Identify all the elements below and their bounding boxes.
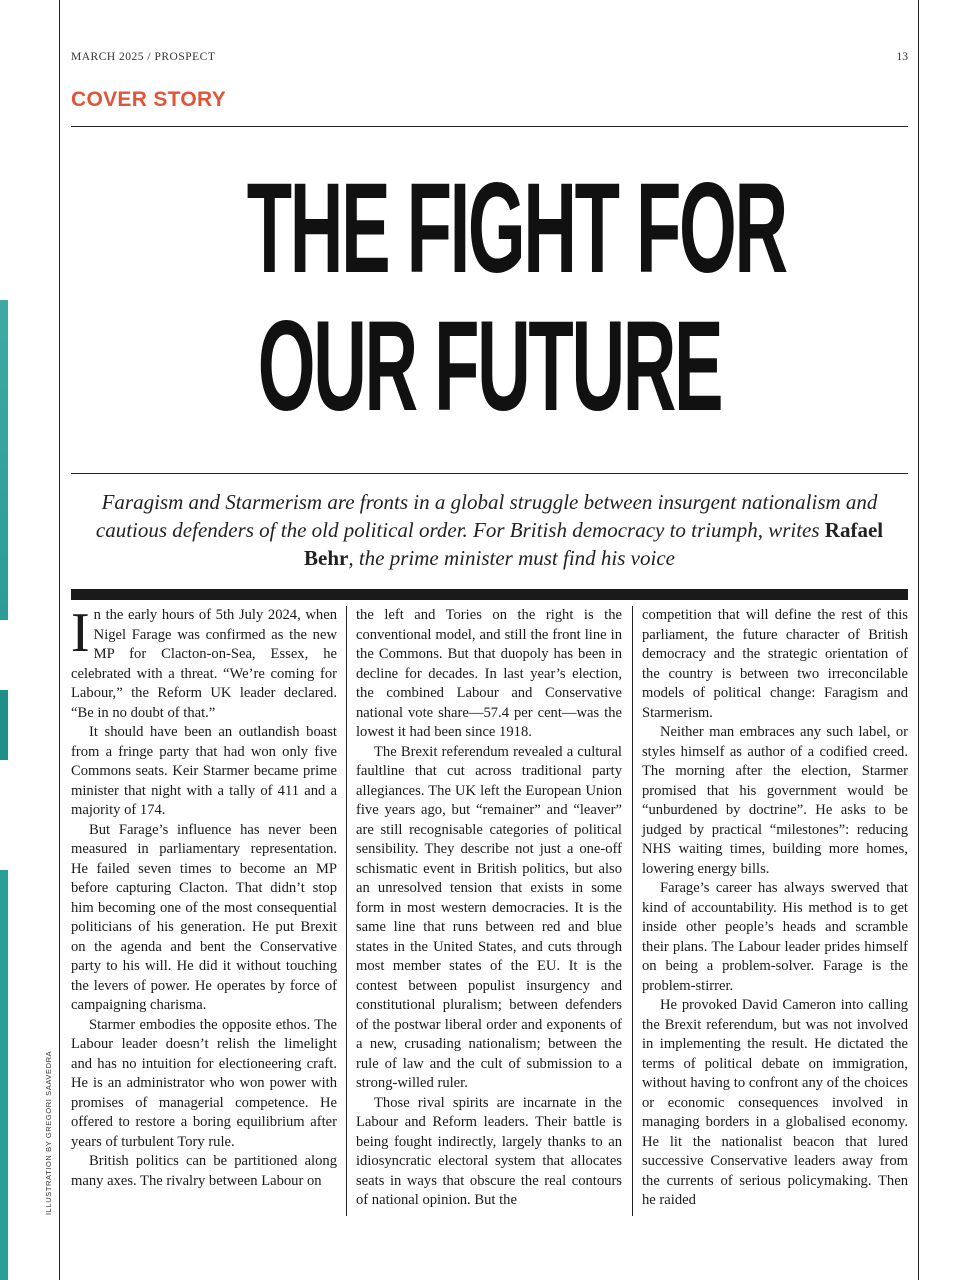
- body-paragraph: But Farage’s influence has never been measured in parliamentary representation. He failed seven times to become an MP before capturing Clacton. That didn’t stop him becoming one of the most consequential politicians of his generation. He put Brexit on the agenda and bent the Conservative party to his will. He did it without touching the levers of power. He operates by force of campaigning charisma.: [71, 821, 337, 1013]
- top-divider: [71, 126, 908, 127]
- page-number: 13: [896, 51, 908, 63]
- drop-cap: I: [71, 602, 90, 664]
- page-edge-left: [59, 0, 60, 1280]
- body-column-1: [71, 602, 337, 1191]
- body-paragraph: The Brexit referendum revealed a cultural faultline that cut across traditional party allegiances. The UK left the European Union five years ago, but “remainer” and “leaver” are still recognisable categories of political sensibility. They describe not just a one-off schismatic event in British politics, but also an unresolved tension that exists in some form in most western democracies. It is the same line that runs between red and blue states in the United States, and cuts through most member states of the EU. It is the contest between populist insurgency and constitutional pluralism; between defenders of the postwar liberal order and exponents of a new, crusading nationalism; between the rule of law and the cult of submission to a strong-willed ruler.: [356, 743, 622, 1091]
- standfirst: [71, 488, 908, 572]
- illustration-credit: ILLUSTRATION BY GREGORI SAAVEDRA: [44, 1050, 53, 1215]
- headline: [246, 157, 786, 438]
- body-paragraph: the left and Tories on the right is the conventional model, and still the front line in the Commons. But that duopoly has been in decline for decades. In last year’s election, the combined Labour and Conservative national vote share—57.4 per cent—was the lowest it had been since 1918.: [356, 607, 622, 740]
- page-edge-right: [918, 0, 919, 1280]
- illustration-edge-strip: [0, 0, 8, 1280]
- standfirst-text: Faragism and Starmerism are fronts in a global struggle between insurgent nationalism and cautious defenders of the old political order. For British democracy to triumph, writes: [95, 490, 878, 542]
- body-paragraph: He provoked David Cameron into calling the Brexit referendum, but was not involved in implementing the result. He dictated the terms of political debate on immigration, without having to confront any of the choices or economic consequences involved in managing borders in a globalised economy. He lit the nationalist beacon that lured successive Conservative leaders away from the currents of serious policymaking. Then he raided: [642, 997, 908, 1208]
- issue-dateline: MARCH 2025 / PROSPECT: [71, 51, 216, 63]
- body-paragraph: British politics can be partitioned along many axes. The rivalry between Labour on: [71, 1153, 337, 1189]
- author-name: Rafael Behr: [304, 518, 884, 570]
- standfirst-text-end: , the prime minister must find his voice: [348, 546, 675, 570]
- body-paragraph: competition that will define the rest of this parliament, the future character of British democracy and the strategic orientation of the country is between two irreconcilable models of political change: Faragism and Starmerism.: [642, 607, 908, 721]
- section-label: COVER STORY: [71, 88, 226, 111]
- body-column-2: [356, 606, 622, 1211]
- body-column-3: [642, 606, 908, 1211]
- body-paragraph: It should have been an outlandish boast from a fringe party that had won only five Commons seats. Keir Starmer became prime minister that night with a tally of 411 and a majority of 174.: [71, 724, 337, 818]
- body-paragraph: Starmer embodies the opposite ethos. The Labour leader doesn’t relish the limelight and has no intuition for electioneering craft. He is an administrator who won power with promises of managerial competence. He offered to restore a boring equilibrium after years of turbulent Tory rule.: [71, 1016, 337, 1150]
- body-paragraph: Neither man embraces any such label, or styles himself as author of a codified creed. The morning after the election, Starmer promised that his government would be “unburdened by doctrine”. He asks to be judged by practical “milestones”: reducing NHS waiting times, building more homes, lowering energy bills.: [642, 724, 908, 877]
- column-rule: [346, 606, 347, 1216]
- headline-line-1: THE FIGHT FOR: [246, 157, 786, 300]
- headline-divider: [71, 473, 908, 474]
- column-rule: [632, 606, 633, 1216]
- headline-line-2: OUR FUTURE: [257, 295, 722, 438]
- thick-divider: [71, 589, 908, 600]
- body-paragraph: In the early hours of 5th July 2024, when Nigel Farage was confirmed as the new MP for Clacton-on-Sea, Essex, he celebrated with a threat. “We’re coming for Labour,” the Reform UK leader declared. “Be in no doubt of that.”: [71, 602, 337, 721]
- body-paragraph: Those rival spirits are incarnate in the Labour and Reform leaders. Their battle is being fought indirectly, largely thanks to an idiosyncratic electoral system that allocates seats in ways that obscure the real contours of national opinion. But the: [356, 1094, 622, 1208]
- body-paragraph: Farage’s career has always swerved that kind of accountability. His method is to get inside other people’s heads and scramble their plans. The Labour leader prides himself on being a problem-solver. Farage is the problem-stirrer.: [642, 880, 908, 994]
